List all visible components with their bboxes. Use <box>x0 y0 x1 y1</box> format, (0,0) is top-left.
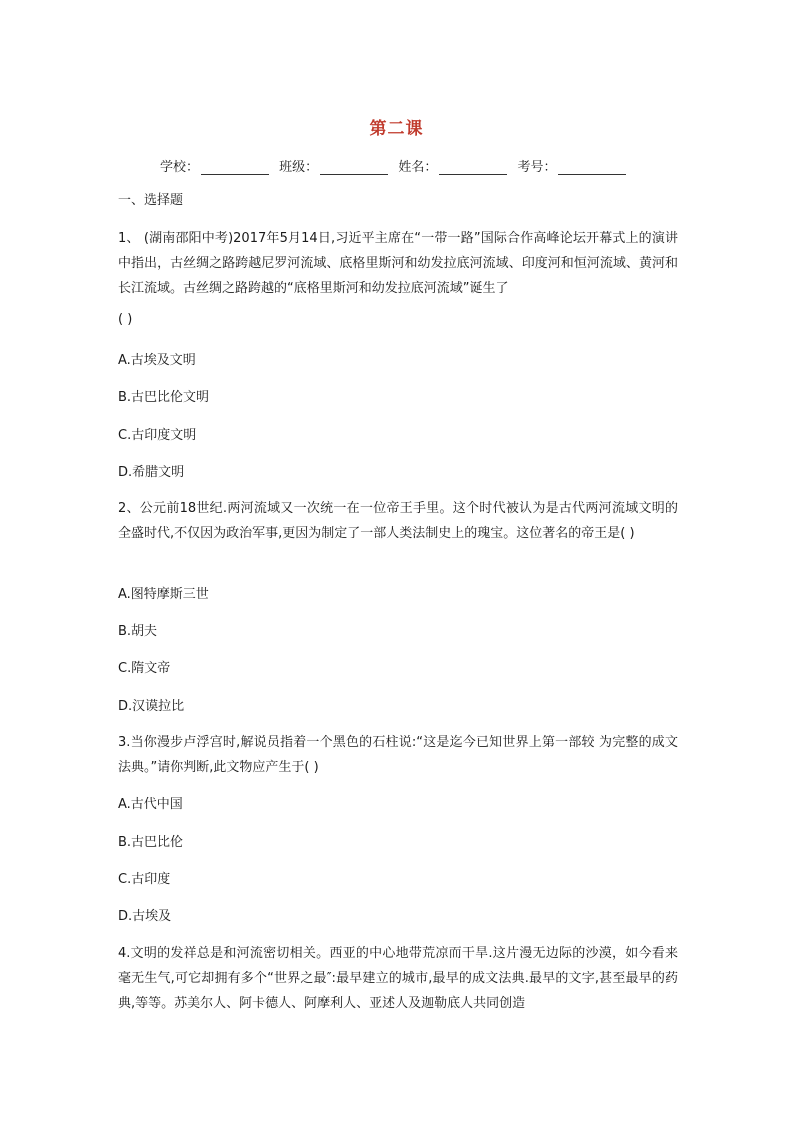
exam-number-field <box>517 156 626 175</box>
exam-number-blank <box>558 160 626 175</box>
question-1-option-b: B.古巴比伦文明 <box>118 390 210 405</box>
question-4-text: 4.文明的发祥总是和河流密切相关。西亚的中心地带荒凉而干旱.这片漫无边际的沙漠，如今看来毫无生气,可它却拥有多个“世界之最″:最早建立的城市,最早的成文法典.最早的文字,甚至最早的药典,等等。苏美尔人、阿卡德人、阿摩利人、亚述人及迦勒底人共同创造 <box>118 946 678 1011</box>
question-1-option-c: C.古印度文明 <box>118 428 197 443</box>
question-3-option-b: B.古巴比伦 <box>118 835 184 850</box>
school-field <box>160 156 269 175</box>
question-3-option-d: D.古埃及 <box>118 909 172 924</box>
class-blank <box>320 160 388 175</box>
name-blank <box>439 160 507 175</box>
school-label: 学校： <box>160 160 200 175</box>
question-3-option-c: C.古印度 <box>118 872 171 887</box>
exam-number-label: 考号： <box>517 160 557 175</box>
question-2-option-a: A.图特摩斯三世 <box>118 587 209 602</box>
question-1-text: 1、 (湖南邵阳中考)2017年5月14日,习近平主席在“一带一路”国际合作高峰论坛开幕式上的演讲中指出，古丝绸之路跨越尼罗河流域、底格里斯河和幼发拉底河流域、印度河和恒河流域、黄河和长江流域。古丝绸之路跨越的“底格里斯河和幼发拉底河流域”诞生了 <box>118 231 678 296</box>
section-heading: 一、选择题 <box>118 193 184 208</box>
class-field <box>279 156 388 175</box>
question-1-paren: ( ) <box>118 312 133 327</box>
name-label: 姓名： <box>398 160 438 175</box>
question-2-option-c: C.隋文帝 <box>118 661 171 676</box>
question-1-option-d: D.希腊文明 <box>118 465 185 480</box>
school-blank <box>201 160 269 175</box>
question-2-option-b: B.胡夫 <box>118 624 158 639</box>
name-field <box>398 156 507 175</box>
question-2-option-d: D.汉谟拉比 <box>118 699 185 714</box>
student-info-row <box>160 156 632 175</box>
page-title: 第二课 <box>369 119 424 139</box>
class-label: 班级： <box>279 160 319 175</box>
question-1-option-a: A.古埃及文明 <box>118 353 196 368</box>
question-3-option-a: A.古代中国 <box>118 797 183 812</box>
question-3-text: 3.当你漫步卢浮宫时,解说员指着一个黑色的石柱说:“这是迄今已知世界上第一部较 为完整的成文法典。”请你判断,此文物应产生于( ) <box>118 735 678 775</box>
question-2-text: 2、公元前18世纪.两河流域又一次统一在一位帝王手里。这个时代被认为是古代两河流域文明的全盛时代,不仅因为政治军事,更因为制定了一部人类法制史上的瑰宝。这位著名的帝王是( ) <box>118 501 678 541</box>
